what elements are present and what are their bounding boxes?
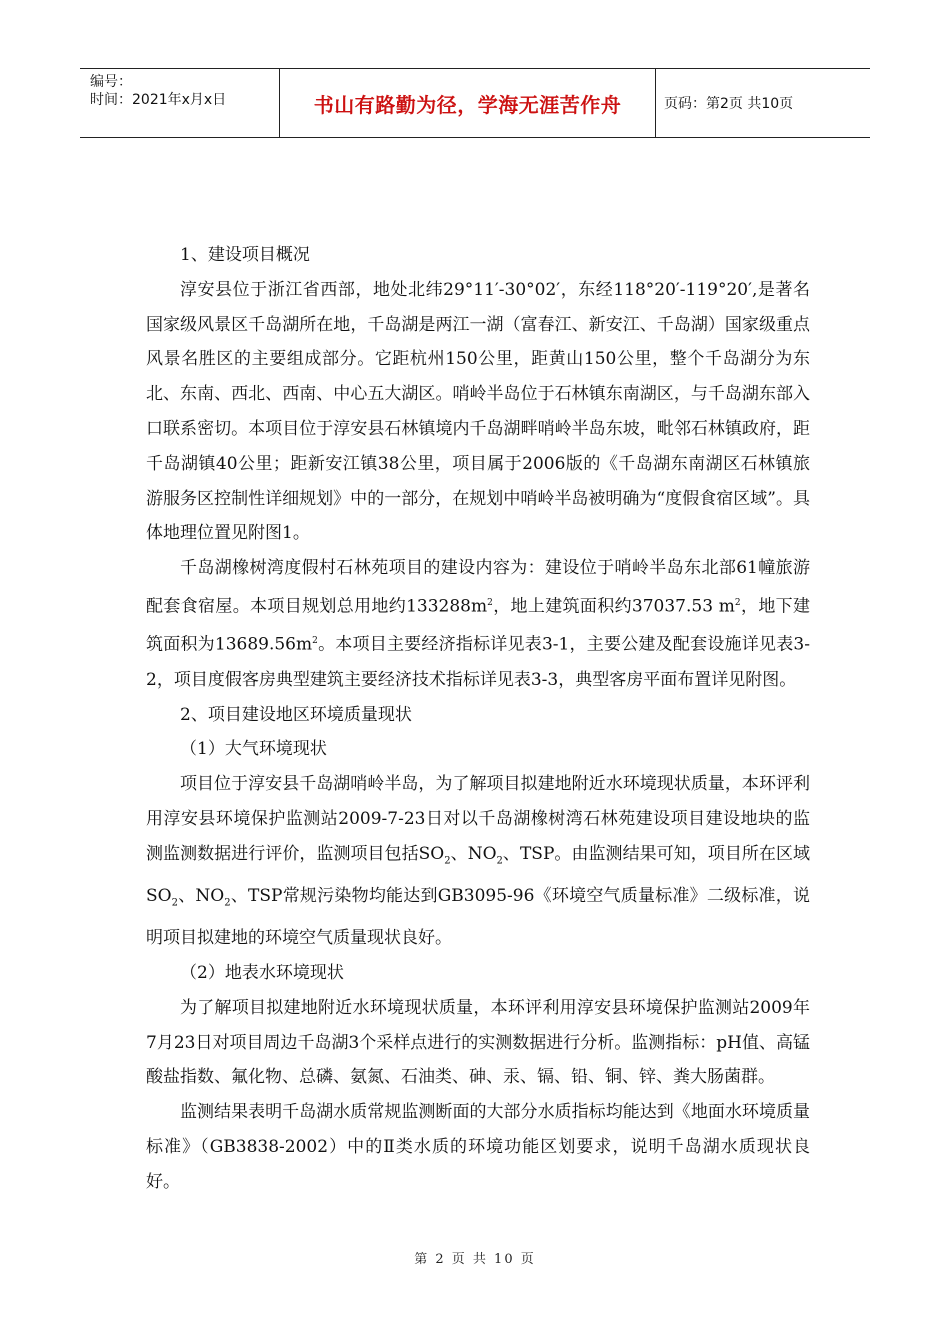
page-footer: 第 2 页 共 10 页 <box>414 1252 536 1267</box>
header-meta <box>80 69 280 137</box>
document-body <box>146 238 810 1200</box>
header-motto: 书山有路勤为径，学海无涯苦作舟 <box>280 69 656 137</box>
paragraph-air-quality: 项目位于淳安县千岛湖哨岭半岛，为了解项目拟建地附近水环境现状质量，本环评利用淳安县环境保护监测站2009-7-23日对以千岛湖橡树湾石林苑建设项目建设地块的监测监测数据进行评价，监测项目包括$SO_2$、$NO_2$、TSP。由监测结果可知，项目所在区域$SO_2$、$NO_2$、TSP常规污染物均能达到GB3095-96《环境空气质量标准》二级标准，说明项目拟建地的环境空气质量现状良好。 <box>146 774 811 949</box>
header-page-info: 页码：第2页 共10页 <box>664 96 794 112</box>
page-header <box>80 68 870 138</box>
section-heading-1: 1、建设项目概况 <box>180 245 310 265</box>
subsection-heading-water: （2）地表水环境现状 <box>180 963 344 984</box>
paragraph-water-monitoring: 为了解项目拟建地附近水环境现状质量，本环评利用淳安县环境保护监测站2009年7月23日对项目周边千岛湖3个采样点进行的实测数据进行分析。监测指标：pH值、高锰酸盐指数、氟化物、总磷、氨氮、石油类、砷、汞、镉、铅、铜、锌、粪大肠菌群。 <box>146 997 810 1088</box>
paragraph-project-content: 千岛湖橡树湾度假村石林苑项目的建设内容为：建设位于哨岭半岛东北部61幢旅游配套食宿屋。本项目规划总用地约$133288m^2$，地上建筑面积约37037.53 $m^2$，地下建筑面积为$13689.56m^2$。本项目主要经济指标详见表3-1，主要公建及配套设施详见表3-2，项目度假客房典型建筑主要经济技术指标详见表3-3，典型客房平面布置详见附图。 <box>146 558 811 690</box>
paragraph-location: 淳安县位于浙江省西部，地处北纬29°11′-30°02′，东经118°20′-119°20′,是著名国家级风景区千岛湖所在地，千岛湖是两江一湖（富春江、新安江、千岛湖）国家级重点风景名胜区的主要组成部分。它距杭州150公里，距黄山150公里，整个千岛湖分为东北、东南、西北、西南、中心五大湖区。哨岭半岛位于石林镇东南湖区，与千岛湖东部入口联系密切。本项目位于淳安县石林镇境内千岛湖畔哨岭半岛东坡，毗邻石林镇政府，距千岛湖镇40公里；距新安江镇38公里，项目属于2006版的《千岛湖东南湖区石林镇旅游服务区控制性详细规划》中的一部分，在规划中哨岭半岛被明确为“度假食宿区域”。具体地理位置见附图1。 <box>146 279 810 544</box>
subsection-heading-air: （1）大气环境现状 <box>180 739 327 760</box>
document-date: 时间：2021年x月x日 <box>90 92 227 108</box>
document-number-label: 编号： <box>90 74 132 90</box>
paragraph-water-result: 监测结果表明千岛湖水质常规监测断面的大部分水质指标均能达到《地面水环境质量标准》（GB3838-2002）中的Ⅱ类水质的环境功能区划要求，说明千岛湖水质现状良好。 <box>146 1102 810 1192</box>
section-heading-2: 2、项目建设地区环境质量现状 <box>180 704 412 725</box>
